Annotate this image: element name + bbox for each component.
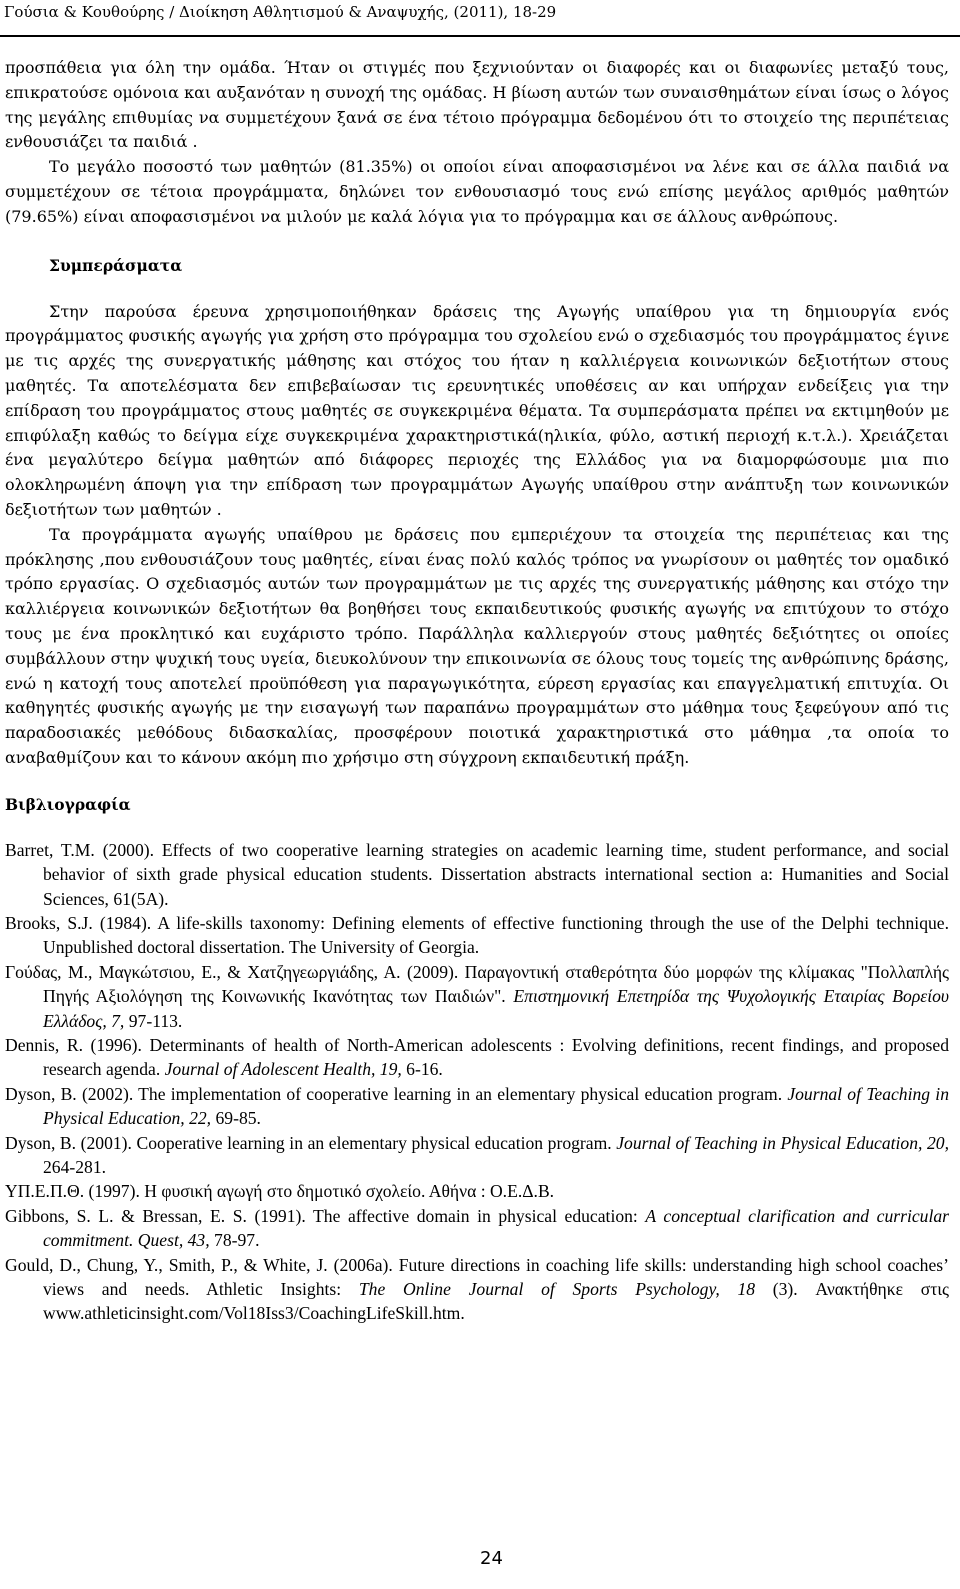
- reference-item: [5, 838, 949, 911]
- reference-item: [5, 1204, 949, 1253]
- page-number: 24: [480, 1548, 503, 1569]
- reference-item: [5, 1131, 949, 1180]
- reference-pages: 97-113.: [124, 1010, 183, 1031]
- reference-text: Gibbons, S. L. & Bressan, E. S. (1991). The affective domain in physical education:: [5, 1205, 646, 1226]
- reference-item: [5, 1033, 949, 1082]
- reference-text: ΥΠ.Ε.Π.Θ. (1997). Η φυσική αγωγή στο δημοτικό σχολείο. Αθήνα : Ο.Ε.Δ.Β.: [5, 1181, 555, 1202]
- reference-item: [5, 911, 949, 960]
- body-paragraph: προσπάθεια για όλη την ομάδα. Ήταν οι στιγμές που ξεχνιούνταν οι διαφορές και οι διαφωνίες μεταξύ τους, επικρατούσε ομόνοια και αυξανόταν η συνοχή της ομάδας. Η βίωση αυτών των συναισθημάτων είναι ίσως ο λόγος της μεγάλης επιθυμίας να συμμετέχουν ξανά σε ένα τέτοιο πρόγραμμα δεδομένου ότι το στοιχείο της περιπέτειας ενθουσιάζει τα παιδιά .: [5, 58, 949, 152]
- reference-source: Journal of Teaching in Physical Education, 20,: [616, 1132, 949, 1153]
- reference-source: Journal of Adolescent Health, 19,: [164, 1059, 402, 1080]
- reference-item: [5, 1082, 949, 1131]
- reference-pages: 69-85.: [211, 1108, 261, 1129]
- reference-source: Επιστημονική Επετηρίδα της Ψυχολογικής Εταιρίας Βορείου Ελλάδος, 7,: [43, 986, 949, 1031]
- reference-text: Barret, T.M. (2000). Effects of two cooperative learning strategies on academic learning time, student performance, and social behavior of sixth grade physical education students. Dissertation abstracts international section a: Humanities and Social Sciences, 61(5A).: [5, 839, 949, 909]
- running-header: Γούσια & Κουθούρης / Διοίκηση Αθλητισμού & Αναψυχής, (2011), 18-29: [4, 3, 557, 21]
- reference-text: Dyson, B. (2001). Cooperative learning in an elementary physical education program.: [5, 1132, 617, 1153]
- reference-text: Dennis, R. (1996). Determinants of health of North-American adolescents : Evolving definitions, recent findings, and proposed research agenda.: [5, 1034, 949, 1080]
- bibliography-heading: Βιβλιογραφία: [5, 794, 131, 814]
- body-paragraph: Στην παρούσα έρευνα χρησιμοποιήθηκαν δράσεις της Αγωγής υπαίθρου για τη δημιουργία ενός προγράμματος φυσικής αγωγής για χρήση στο πρόγραμμα του σχολείου ενώ ο σχεδιασμός του προγράμματος έγινε με τις αρχές της συνεργατικής μάθησης και στόχος του ήταν η καλλιέργεια κοινωνικών δεξιοτήτων στους μαθητές. Τα αποτελέσματα δεν επιβεβαίωσαν τις ερευνητικές υποθέσεις αν και υπήρχαν ενδείξεις για την επίδραση του προγράμματος στους μαθητές σε συγκεκριμένα θέματα. Τα συμπεράσματα πρέπει να εκτιμηθούν με επιφύλαξη καθώς το δείγμα είχε συγκεκριμένα χαρακτηριστικά(ηλικία, φύλο, αστική περιοχή κ.τ.λ.). Χρειάζεται ένα μεγαλύτερο δείγμα μαθητών από διάφορες περιοχές της Ελλάδος για να διαμορφώσουμε μια πιο ολοκληρωμένη άποψη για την επίδραση των προγραμμάτων Αγωγής υπαίθρου στην ανάπτυξη των κοινωνικών δεξιοτήτων των μαθητών .: [5, 301, 949, 519]
- reference-text: Dyson, B. (2002). The implementation of cooperative learning in an elementary physical education program.: [5, 1083, 788, 1104]
- reference-source: A conceptual clarification and curricular commitment. Quest, 43,: [43, 1205, 949, 1251]
- reference-source: Journal of Teaching in Physical Education, 22,: [43, 1083, 949, 1129]
- reference-pages: 78-97.: [209, 1230, 260, 1251]
- body-paragraph: Το μεγάλο ποσοστό των μαθητών (81.35%) οι οποίοι είναι αποφασισμένοι να λένε και σε άλλα παιδιά να συμμετέχουν σε τέτοια προγράμματα, δηλώνει τον ενθουσιασμό τους ενώ επίσης μεγάλος αριθμός μαθητών (79.65%) είναι αποφασισμένοι να μιλούν με καλά λόγια για το πρόγραμμα και σε άλλους ανθρώπους.: [5, 157, 949, 226]
- header-rule: [0, 35, 960, 37]
- reference-source: The Online Journal of Sports Psychology, 18: [358, 1279, 756, 1300]
- reference-item: [5, 1253, 949, 1326]
- page-content: [5, 56, 949, 1326]
- reference-text: Brooks, S.J. (1984). A life-skills taxonomy: Defining elements of effective functioning through the use of the Delphi technique. Unpublished doctoral dissertation. The University of Georgia.: [5, 912, 949, 958]
- reference-item: [5, 960, 949, 1033]
- conclusions-heading: Συμπεράσματα: [49, 255, 183, 275]
- reference-item: [5, 1179, 949, 1203]
- reference-text: Gould, D., Chung, Y., Smith, P., & White, J. (2006a). Future directions in coaching life skills: understanding high school coaches’ views and needs. Athletic Insights:: [5, 1254, 949, 1300]
- reference-list: [5, 838, 949, 1326]
- reference-pages: 6-16.: [401, 1059, 443, 1080]
- reference-pages: (3). Ανακτήθηκε στις www.athleticinsight.com/Vol18Iss3/CoachingLifeSkill.htm.: [43, 1279, 949, 1324]
- reference-text: Γούδας, Μ., Μαγκώτσιου, Ε., & Χατζηγεωργιάδης, Α. (2009). Παραγοντική σταθερότητα δύο μορφών της κλίμακας "Πολλαπλής Πηγής Αξιολόγηση της Κοινωνικής Ικανότητας των Παιδιών".: [5, 961, 949, 1007]
- body-paragraph: Τα προγράμματα αγωγής υπαίθρου με δράσεις που εμπεριέχουν τα στοιχεία της περιπέτειας και της πρόκλησης ,που ενθουσιάζουν τους μαθητές, είναι ένας πολύ καλός τρόπος να γνωρίσουν οι μαθητές τον ομαδικό τρόπο εργασίας. Ο σχεδιασμός αυτών των προγραμμάτων με τις αρχές της συνεργατικής μάθησης και στόχο την καλλιέργεια κοινωνικών δεξιοτήτων θα βοηθήσει τους εκπαιδευτικούς φυσικής αγωγής να επιτύχουν το στόχο τους με ένα προκλητικό και ευχάριστο τρόπο. Παράλληλα καλλιεργούν στους μαθητές δεξιότητες οι οποίες συμβάλλουν στην ψυχική τους υγεία, διευκολύνουν την επικοινωνία σε όλους τους τομείς της ανθρώπινης δράσης, ενώ η κατοχή τους αποτελεί προϋπόθεση για παραγωγικότητα, εύρεση εργασίας και επαγγελματική επιτυχία. Οι καθηγητές φυσικής αγωγής με την εισαγωγή των παραπάνω προγραμμάτων στο μάθημα τους ξεφεύγουν από τις παραδοσιακές μεθόδους διδασκαλίας, προσφέρουν ποιοτικά χαρακτηριστικά στο μάθημα ,τα οποία το αναβαθμίζουν και το κάνουν ακόμη πιο χρήσιμο στη σύγχρονη εκπαιδευτική πράξη.: [5, 524, 949, 767]
- reference-pages: 264-281.: [43, 1157, 107, 1177]
